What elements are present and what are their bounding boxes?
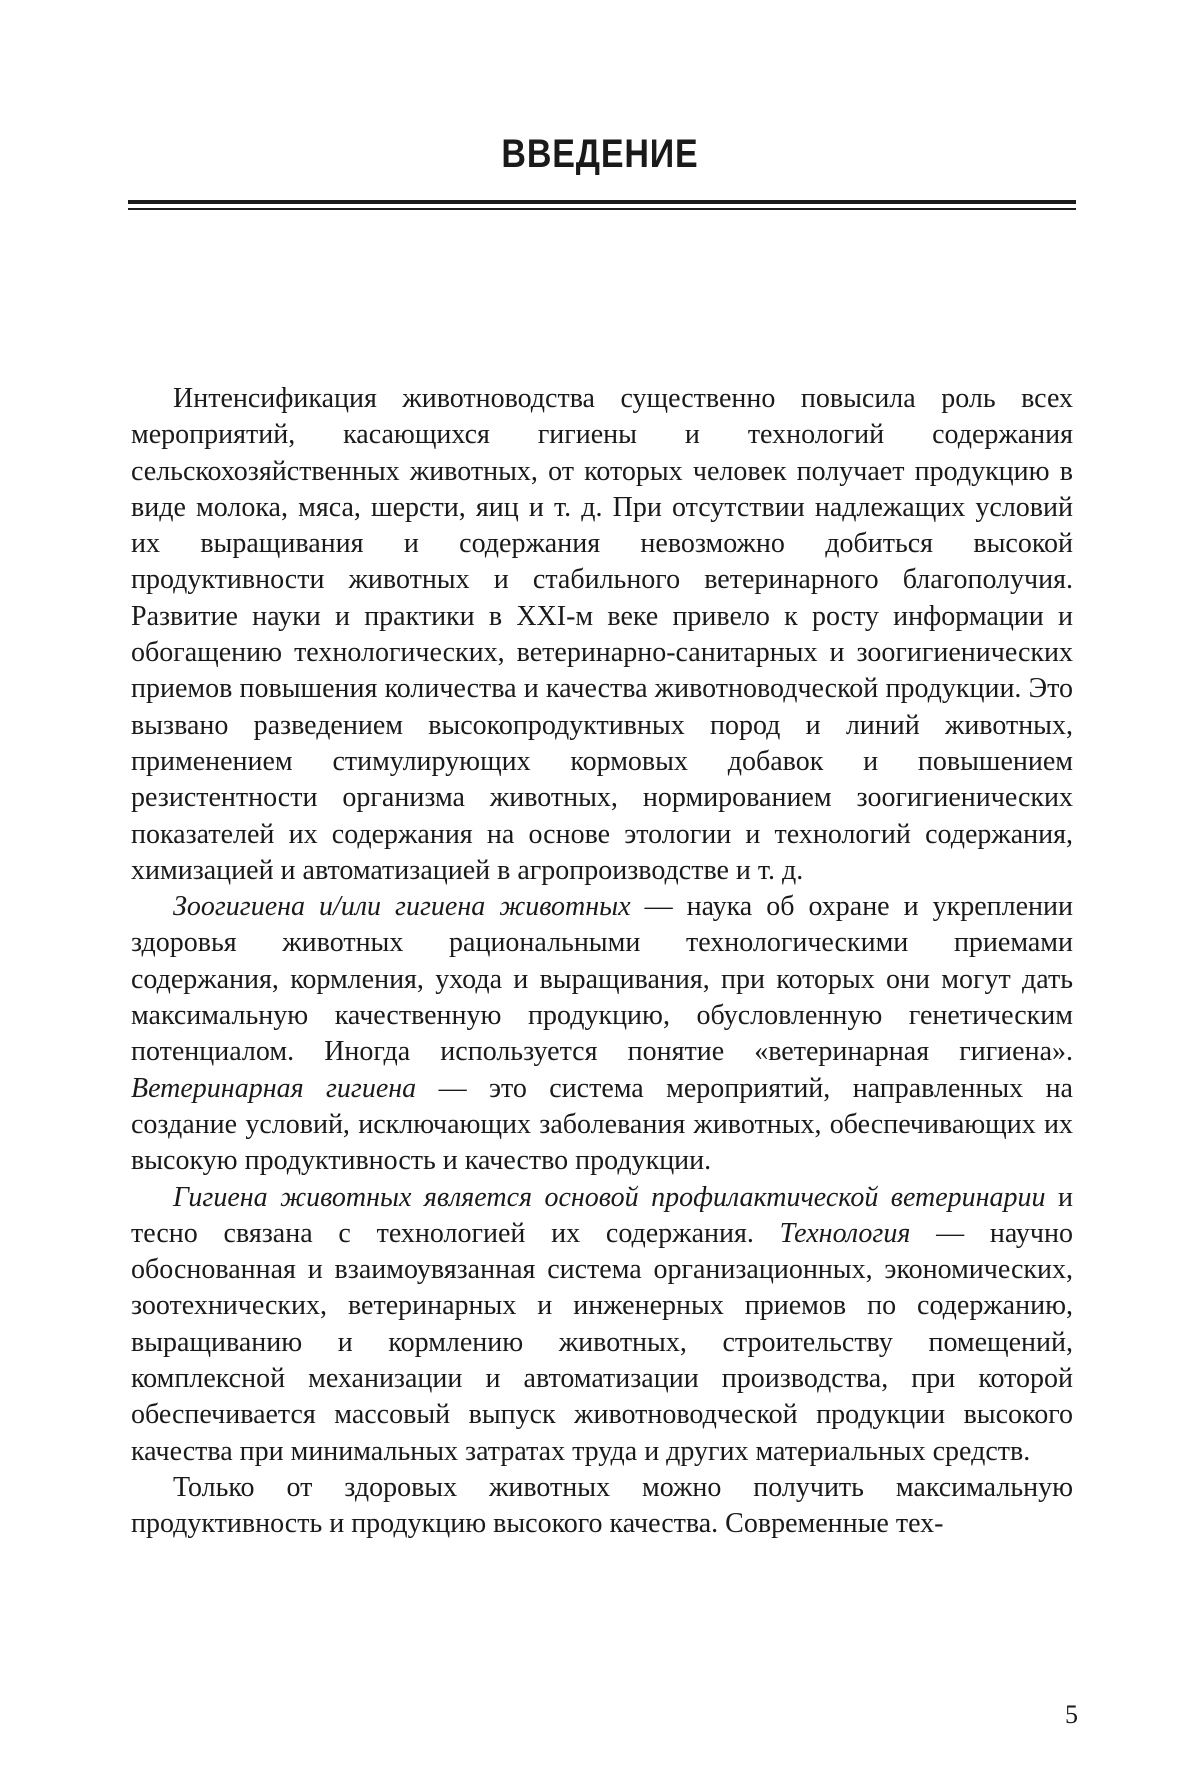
paragraph-zoohygiene-definition — [131, 889, 1073, 1179]
body-text — [131, 381, 1073, 1543]
term-zoohygiene: Зоогигиена и/или гигиена животных — [173, 891, 631, 923]
technology-definition-text: — научно обоснованная и взаимоувязанная система организационных, экономических, зоотехнических, ветеринарных и инженерных приемов по содержанию, выращиванию и кормлению животных, строительству помещений, комплексной механизации и автоматизации производства, при которой обеспечивается массовый выпуск животноводческой продукции высокого качества при минимальных затратах труда и других материальных средств. — [131, 1217, 1073, 1467]
paragraph-healthy-animals: Только от здоровых животных можно получить максимальную продуктивность и продукцию высокого качества. Современные тех- — [131, 1471, 1073, 1540]
title-rule-thin — [128, 208, 1076, 210]
page-number: 5 — [1065, 1700, 1078, 1729]
title-rule-thick — [128, 200, 1076, 204]
paragraph-intensification: Интенсификация животноводства существенно повысила роль всех мероприятий, касающихся гигиены и технологий содержания сельскохозяйственных животных, от которых человек получает продукцию в виде молока, мяса, шерсти, яиц и т. д. При отсутствии надлежащих условий их выращивания и содержания невозможно добиться высокой продуктивности животных и стабильного ветеринарного благополучия. Развитие науки и практики в XXI-м веке привело к росту информации и обогащению технологических, ветеринарно-санитарных и зоогигиенических приемов повышения количества и качества животноводческой продукции. Это вызвано разведением высокопродуктивных пород и линий животных, применением стимулирующих кормовых добавок и повышением резистентности организма животных, нормированием зоогигиенических показателей их содержания на основе этологии и технологий содержания, химизацией и автоматизацией в агропроизводстве и т. д. — [131, 383, 1073, 886]
veterinary-hygiene-definition-text: — это система мероприятий, направленных на создание условий, исключающих заболевания животных, обеспечивающих их высокую продуктивность и качество продукции. — [131, 1072, 1073, 1177]
chapter-title: ВВЕДЕНИЕ — [501, 132, 699, 176]
paragraph-technology-definition — [131, 1180, 1073, 1470]
term-animal-hygiene-basis: Гигиена животных является основой профилактической ветеринарии — [173, 1181, 1046, 1213]
zoohygiene-definition-text: — наука об охране и укреплении здоровья животных рациональными технологическими приемами содержания, кормления, ухода и выращивания, при которых они могут дать максимальную качественную продукцию, обусловленную генетическим потенциалом. Иногда используется понятие «ветеринарная гигиена». — [131, 891, 1073, 1068]
term-technology: Технология — [779, 1217, 911, 1249]
animal-hygiene-text: и тесно связана с технологией их содержания. — [131, 1181, 1073, 1249]
term-veterinary-hygiene: Ветеринарная гигиена — [131, 1072, 417, 1104]
